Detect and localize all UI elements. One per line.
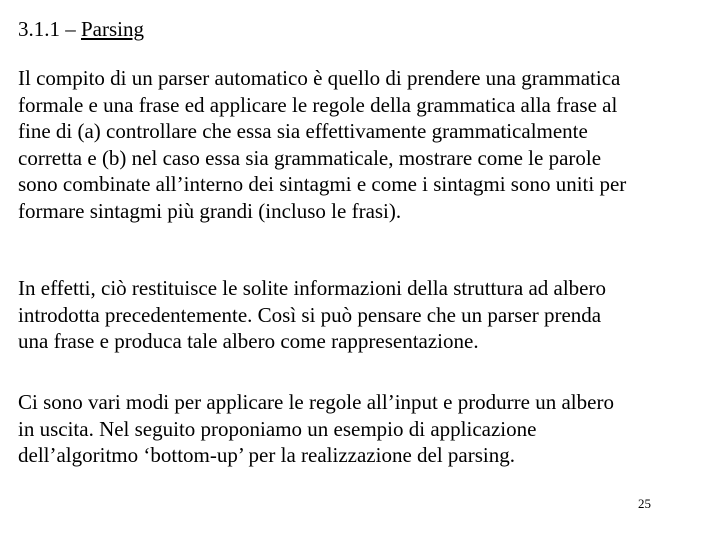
text-line: formale e una frase ed applicare le regole della grammatica alla frase al xyxy=(18,92,618,117)
paragraph-parser-definition xyxy=(18,65,718,224)
section-heading xyxy=(18,16,144,42)
paragraph-tree-structure xyxy=(18,275,718,355)
text-line: corretta e (b) nel caso essa sia grammaticale, mostrare come le parole xyxy=(18,145,602,170)
text-line: una frase e produca tale albero come rappresentazione. xyxy=(18,329,479,353)
text-line: In effetti, ciò restituisce le solite informazioni della struttura ad albero xyxy=(18,276,606,300)
paragraph-bottom-up xyxy=(18,389,718,469)
section-topic: Parsing xyxy=(81,17,144,41)
text-line: introdotta precedentemente. Così si può pensare che un parser prenda xyxy=(18,302,602,327)
page-number: 25 xyxy=(638,496,651,511)
text-line: in uscita. Nel seguito proponiamo un esempio di applicazione xyxy=(18,416,537,441)
text-line: sono combinate all’interno dei sintagmi e come i sintagmi sono uniti per xyxy=(18,172,627,196)
text-line: formare sintagmi più grandi (incluso le frasi). xyxy=(18,198,402,223)
text-line: dell’algoritmo ‘bottom-up’ per la realizzazione del parsing. xyxy=(18,443,515,467)
text-line: fine di (a) controllare che essa sia effettivamente grammaticalmente xyxy=(18,119,588,143)
text-line: Ci sono vari modi per applicare le regole all’input e produrre un albero xyxy=(18,390,614,414)
section-number: 3.1.1 – xyxy=(18,17,81,41)
text-line: Il compito di un parser automatico è quello di prendere una grammatica xyxy=(18,66,621,90)
